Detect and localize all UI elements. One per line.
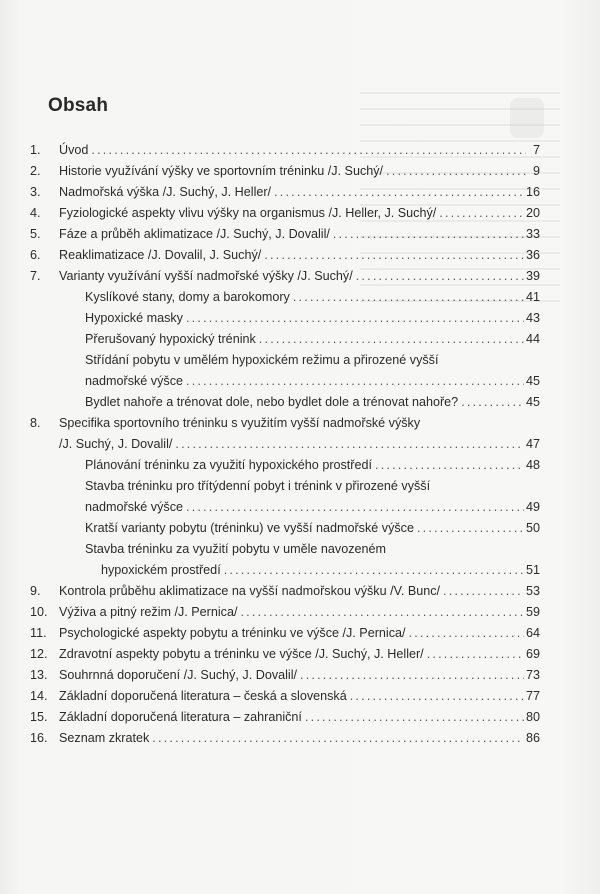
toc-entry[interactable]: [30, 287, 540, 308]
toc-entry[interactable]: [30, 266, 540, 287]
toc-entry-label: nadmořské výšce: [85, 374, 183, 388]
toc-dot-leader: [152, 728, 524, 749]
toc-entry[interactable]: [30, 392, 540, 413]
toc-dot-leader: [439, 203, 524, 224]
toc-entry[interactable]: [30, 707, 540, 728]
toc-entry-number: 12.: [30, 647, 48, 661]
toc-entry[interactable]: [30, 140, 540, 161]
toc-entry-label: Výživa a pitný režim /J. Pernica/: [59, 605, 238, 619]
toc-dot-leader: [427, 644, 524, 665]
toc-entry-label: Fáze a průběh aklimatizace /J. Suchý, J. Dovalil/: [59, 227, 330, 241]
toc-entry[interactable]: [30, 497, 540, 518]
toc-entry[interactable]: [30, 602, 540, 623]
toc-entry-label: Bydlet nahoře a trénovat dole, nebo bydlet dole a trénovat nahoře?: [85, 395, 459, 409]
toc-page-number: 45: [525, 395, 540, 409]
toc-dot-leader: [264, 245, 524, 266]
toc-entry-label: Kyslíkové stany, domy a barokomory: [85, 290, 290, 304]
show-through-mark: [510, 98, 544, 138]
toc-entry[interactable]: [30, 224, 540, 245]
toc-entry-number: 15.: [30, 710, 48, 724]
toc-dot-leader: [461, 392, 524, 413]
toc-entry-number: 1.: [30, 143, 41, 157]
toc-entry-label: Fyziologické aspekty vlivu výšky na organismus /J. Heller, J. Suchý/: [59, 206, 437, 220]
toc-entry[interactable]: [30, 182, 540, 203]
toc-entry[interactable]: [30, 245, 540, 266]
toc-entry[interactable]: [30, 728, 540, 749]
toc-entry-label: Specifika sportovního tréninku s využitím vyšší nadmořské výšky: [59, 416, 421, 430]
toc-entry-label: Střídání pobytu v umělém hypoxickém režimu a přirozené vyšší: [85, 353, 439, 367]
table-of-contents: [30, 140, 540, 749]
toc-entry-number: 2.: [30, 164, 41, 178]
toc-entry[interactable]: [30, 455, 540, 476]
toc-entry-line[interactable]: [30, 539, 540, 560]
toc-entry-label: Historie využívání výšky ve sportovním tréninku /J. Suchý/: [59, 164, 384, 178]
toc-entry-number: 7.: [30, 269, 41, 283]
toc-dot-leader: [259, 329, 524, 350]
toc-dot-leader: [409, 623, 524, 644]
toc-dot-leader: [91, 140, 526, 161]
toc-page-number: 50: [525, 521, 540, 535]
toc-entry[interactable]: [30, 644, 540, 665]
toc-dot-leader: [175, 434, 524, 455]
toc-entry-number: 11.: [30, 626, 47, 640]
toc-dot-leader: [386, 161, 526, 182]
toc-page-number: 41: [525, 290, 540, 304]
toc-entry-label: Souhrnná doporučení /J. Suchý, J. Dovalil/: [59, 668, 298, 682]
toc-entry-label: Úvod: [59, 143, 89, 157]
toc-entry-label: Stavba tréninku za využití pobytu v uměle navozeném: [85, 542, 387, 556]
toc-page-number: 69: [525, 647, 540, 661]
toc-page-number: 80: [525, 710, 540, 724]
toc-dot-leader: [375, 455, 524, 476]
toc-entry-label: Nadmořská výška /J. Suchý, J. Heller/: [59, 185, 272, 199]
toc-page-number: 20: [525, 206, 540, 220]
toc-entry-label: Stavba tréninku pro třítýdenní pobyt i trénink v přirozené vyšší: [85, 479, 431, 493]
toc-page-number: 49: [525, 500, 540, 514]
toc-page-number: 48: [525, 458, 540, 472]
toc-page-number: 77: [525, 689, 540, 703]
toc-page-number: 64: [525, 626, 540, 640]
toc-entry-label: Základní doporučená literatura – zahraniční: [59, 710, 302, 724]
toc-entry[interactable]: [30, 686, 540, 707]
toc-entry-label: Psychologické aspekty pobytu a tréninku ve výšce /J. Pernica/: [59, 626, 406, 640]
toc-dot-leader: [274, 182, 524, 203]
toc-entry-number: 6.: [30, 248, 41, 262]
toc-page-number: 51: [525, 563, 540, 577]
toc-entry[interactable]: [30, 308, 540, 329]
toc-entry-label: Reaklimatizace /J. Dovalil, J. Suchý/: [59, 248, 262, 262]
toc-entry-label: Kratší varianty pobytu (tréninku) ve vyšší nadmořské výšce: [85, 521, 414, 535]
toc-entry-number: 4.: [30, 206, 41, 220]
toc-entry-line[interactable]: [30, 350, 540, 371]
toc-dot-leader: [224, 560, 524, 581]
toc-entry-label: Přerušovaný hypoxický trénink: [85, 332, 256, 346]
toc-entry-label: Základní doporučená literatura – česká a slovenská: [59, 689, 347, 703]
toc-dot-leader: [186, 308, 524, 329]
toc-entry[interactable]: [30, 371, 540, 392]
toc-entry-label: Varianty využívání vyšší nadmořské výšky /J. Suchý/: [59, 269, 353, 283]
toc-entry[interactable]: [30, 329, 540, 350]
toc-page-number: 73: [525, 668, 540, 682]
toc-entry[interactable]: [30, 203, 540, 224]
toc-dot-leader: [350, 686, 524, 707]
toc-entry-label: Seznam zkratek: [59, 731, 150, 745]
toc-page-number: 43: [525, 311, 540, 325]
toc-entry-label: nadmořské výšce: [85, 500, 183, 514]
toc-dot-leader: [240, 602, 524, 623]
toc-entry[interactable]: [30, 623, 540, 644]
toc-entry-label: Zdravotní aspekty pobytu a tréninku ve výšce /J. Suchý, J. Heller/: [59, 647, 424, 661]
toc-page-number: 7: [532, 143, 540, 157]
toc-entry-number: 16.: [30, 731, 48, 745]
toc-page-number: 36: [525, 248, 540, 262]
toc-page-number: 16: [525, 185, 540, 199]
toc-entry-number: 8.: [30, 416, 41, 430]
toc-page-number: 44: [525, 332, 540, 346]
toc-page-number: 45: [525, 374, 540, 388]
toc-entry-label: Hypoxické masky: [85, 311, 183, 325]
toc-entry[interactable]: [30, 665, 540, 686]
toc-dot-leader: [186, 371, 524, 392]
toc-entry[interactable]: [30, 518, 540, 539]
toc-entry-label: hypoxickém prostředí: [101, 563, 221, 577]
toc-entry[interactable]: [30, 161, 540, 182]
toc-dot-leader: [333, 224, 524, 245]
toc-entry-number: 13.: [30, 668, 48, 682]
toc-page-number: 47: [525, 437, 540, 451]
toc-page-number: 9: [532, 164, 540, 178]
toc-entry-line[interactable]: [30, 413, 540, 434]
toc-entry[interactable]: [30, 581, 540, 602]
toc-dot-leader: [186, 497, 524, 518]
toc-entry-label: Plánování tréninku za využití hypoxického prostředí: [85, 458, 373, 472]
toc-entry-number: 9.: [30, 584, 41, 598]
toc-dot-leader: [443, 581, 524, 602]
toc-entry-label: /J. Suchý, J. Dovalil/: [59, 437, 173, 451]
toc-page-number: 86: [525, 731, 540, 745]
toc-entry-number: 3.: [30, 185, 41, 199]
toc-dot-leader: [417, 518, 524, 539]
toc-entry-line[interactable]: [30, 476, 540, 497]
toc-entry-number: 14.: [30, 689, 48, 703]
toc-entry-number: 10.: [30, 605, 48, 619]
toc-page-number: 59: [525, 605, 540, 619]
toc-dot-leader: [305, 707, 524, 728]
toc-dot-leader: [293, 287, 524, 308]
page-title: Obsah: [48, 95, 109, 116]
toc-entry-number: 5.: [30, 227, 41, 241]
toc-entry-label: Kontrola průběhu aklimatizace na vyšší nadmořskou výšku /V. Bunc/: [59, 584, 441, 598]
toc-entry[interactable]: [30, 434, 540, 455]
toc-page-number: 39: [525, 269, 540, 283]
toc-entry[interactable]: [30, 560, 540, 581]
toc-dot-leader: [300, 665, 524, 686]
toc-dot-leader: [356, 266, 524, 287]
toc-page-number: 33: [525, 227, 540, 241]
toc-page-number: 53: [525, 584, 540, 598]
